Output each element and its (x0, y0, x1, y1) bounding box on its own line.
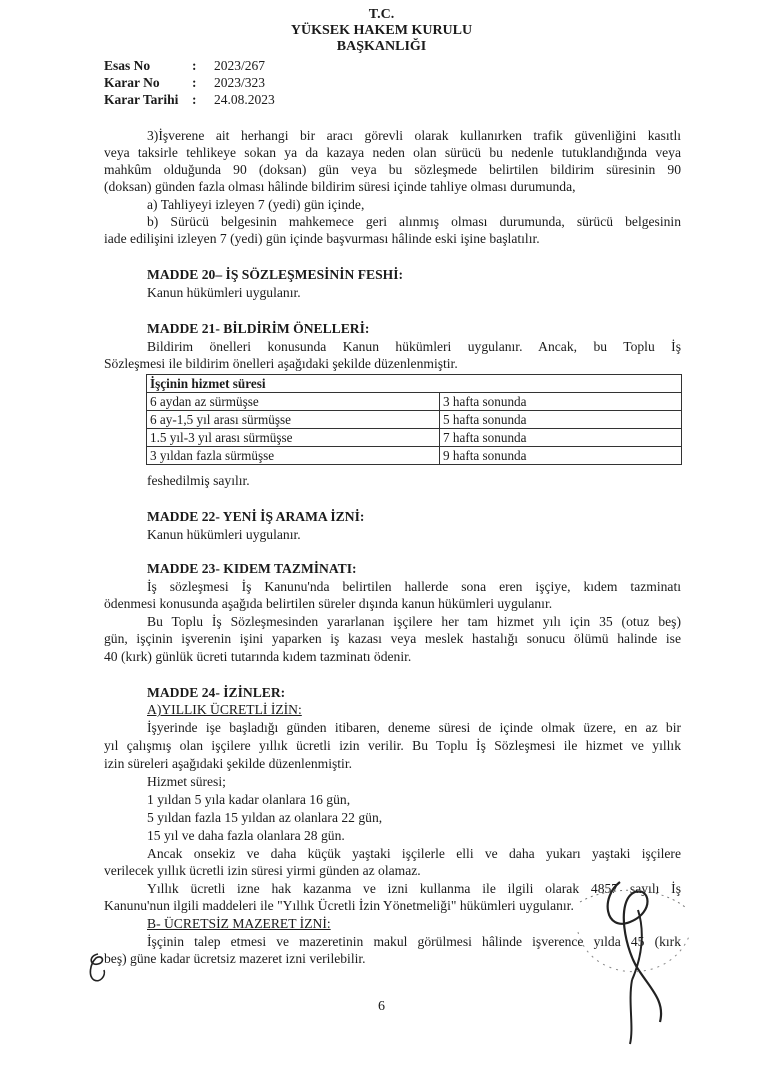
article-24-subtitle-a: A)YILLIK ÜCRETLİ İZİN: (147, 702, 302, 717)
table-cell-period: 5 hafta sonunda (440, 411, 682, 429)
header-office: BAŞKANLIĞI (336, 39, 427, 54)
table-header-cell: İşçinin hizmet süresi (147, 375, 682, 393)
article-24-subtitle-b: B- ÜCRETSİZ MAZERET İZNİ: (147, 916, 331, 931)
meta-value: 2023/323 (214, 75, 266, 90)
meta-esas: Esas No : 2023/267 (104, 58, 266, 73)
intro-line: (doksan) günden fazla olması hâlinde bildirim süresi içinde tahliye olması durumunda, (104, 179, 576, 194)
table-header-row (147, 375, 682, 393)
initials-mark (84, 950, 114, 984)
article-24-title: MADDE 24- İZİNLER: (147, 685, 286, 700)
meta-value: 2023/267 (214, 58, 266, 73)
article-21-after: feshedilmiş sayılır. (147, 473, 250, 488)
article-24-text: 15 yıl ve daha fazla olanlara 28 gün. (147, 828, 345, 843)
signature-stamp (560, 862, 710, 1052)
header-tc: T.C. (368, 7, 395, 22)
article-24-text: Yıllık ücretli izne hak kazanma ve izni kullanma ile ilgili olarak 4857 sayılı İş (147, 881, 681, 896)
meta-key: Karar Tarihi (104, 92, 179, 107)
article-23-text: ödenmesi konusunda aşağıda belirtilen süreler dışında kanun hükümleri uygulanır. (104, 596, 553, 611)
article-24-text: 5 yıldan fazla 15 yıldan az olanlara 22 gün, (147, 810, 383, 825)
article-24-text: izin süreleri aşağıdaki şekilde düzenlenmiştir. (104, 756, 353, 771)
article-24-text: İşyerinde işe başladığı günden itibaren, deneme süresi de içinde olmak üzere, en az bir (147, 720, 681, 735)
article-21-text: Sözleşmesi ile bildirim önelleri aşağıdaki şekilde düzenlenmiştir. (104, 356, 458, 371)
table-row (147, 447, 682, 465)
table-cell-service: 6 ay-1,5 yıl arası sürmüşse (147, 411, 440, 429)
meta-karar: Karar No : 2023/323 (104, 75, 266, 90)
article-23-text: İş sözleşmesi İş Kanunu'nda belirtilen hallerde sona eren işçiye, kıdem tazminatı (147, 579, 681, 594)
article-23-text: 40 (kırk) günlük ücreti tutarında kıdem tazminatı ödenir. (104, 649, 412, 664)
header-institution: YÜKSEK HAKEM KURULU (290, 23, 473, 38)
page-number: 6 (378, 999, 385, 1014)
article-23-title: MADDE 23- KIDEM TAZMİNATI: (147, 561, 357, 576)
article-24-text: yıl çalışmış olan işçilere yıllık ücretli izin verilir. Bu Toplu İş Sözleşmesi ile hizmet ve yıllık (104, 738, 681, 753)
intro-line: veya taksirle tehlikeye sokan ya da kazaya neden olan sürücü bu nedenle tutuklandığında veya (104, 145, 681, 160)
intro-line: a) Tahliyeyi izleyen 7 (yedi) gün içinde, (147, 197, 365, 212)
table-cell-service: 3 yıldan fazla sürmüşse (147, 447, 440, 465)
meta-tarih: Karar Tarihi : 24.08.2023 (104, 92, 275, 107)
article-23-text: gün, işçinin işverenin işini yaparken iş kazası veya meslek hastalığı sonucu ölümü halinde ise (104, 631, 681, 646)
intro-line: iade edilişini izleyen 7 (yedi) gün içinde başvurması hâlinde eski işine başlatılır. (104, 231, 540, 246)
article-20-title: MADDE 20– İŞ SÖZLEŞMESİNİN FESHİ: (147, 267, 404, 282)
article-24-text: Ancak onsekiz ve daha küçük yaştaki işçilerle elli ve daha yukarı yaştaki işçilere (147, 846, 681, 861)
article-24-text: Hizmet süresi; (147, 774, 226, 789)
article-22-title: MADDE 22- YENİ İŞ ARAMA İZNİ: (147, 509, 365, 524)
article-22-text: Kanun hükümleri uygulanır. (147, 527, 301, 542)
meta-key: Karar No (104, 75, 160, 90)
article-21-title: MADDE 21- BİLDİRİM ÖNELLERİ: (147, 321, 370, 336)
table-row (147, 429, 682, 447)
article-21-text: Bildirim önelleri konusunda Kanun hükümleri uygulanır. Ancak, bu Toplu İş (147, 339, 681, 354)
article-24-text: beş) güne kadar ücretsiz mazeret izni verilebilir. (104, 951, 366, 966)
article-24-text: verilecek yıllık ücretli izin süresi yirmi günden az olamaz. (104, 863, 421, 878)
table-row (147, 411, 682, 429)
table-cell-service: 1.5 yıl-3 yıl arası sürmüşse (147, 429, 440, 447)
intro-line: 3)İşverene ait herhangi bir aracı görevli olarak kullanırken trafik güvenliğini kasıtlı (147, 128, 681, 143)
table-cell-period: 3 hafta sonunda (440, 393, 682, 411)
meta-value: 24.08.2023 (214, 92, 275, 107)
meta-key: Esas No (104, 58, 151, 73)
article-20-text: Kanun hükümleri uygulanır. (147, 285, 301, 300)
article-23-text: Bu Toplu İş Sözleşmesinden yararlanan işçilere her tam hizmet yılı için 35 (otuz beş) (147, 614, 681, 629)
article-24-text: Kanunu'nun ilgili maddeleri ile "Yıllık Ücretli İzin Yönetmeliği" hükümleri uygulanır. (104, 898, 574, 913)
article-24-text: İşçinin talep etmesi ve mazeretinin makul görülmesi hâlinde işverence yılda 45 (kırk (147, 934, 681, 949)
table-cell-period: 7 hafta sonunda (440, 429, 682, 447)
intro-line: mahkûm olduğunda 90 (doksan) gün veya bu sözleşmede belirtilen bildirim süresinin 90 (104, 162, 681, 177)
table-cell-service: 6 aydan az sürmüşse (147, 393, 440, 411)
table-cell-period: 9 hafta sonunda (440, 447, 682, 465)
article-24-text: 1 yıldan 5 yıla kadar olanlara 16 gün, (147, 792, 351, 807)
intro-line: b) Sürücü belgesinin mahkemece geri alınmış olması durumunda, sürücü belgesinin (147, 214, 681, 229)
table-row (147, 393, 682, 411)
notice-period-table (146, 374, 682, 465)
